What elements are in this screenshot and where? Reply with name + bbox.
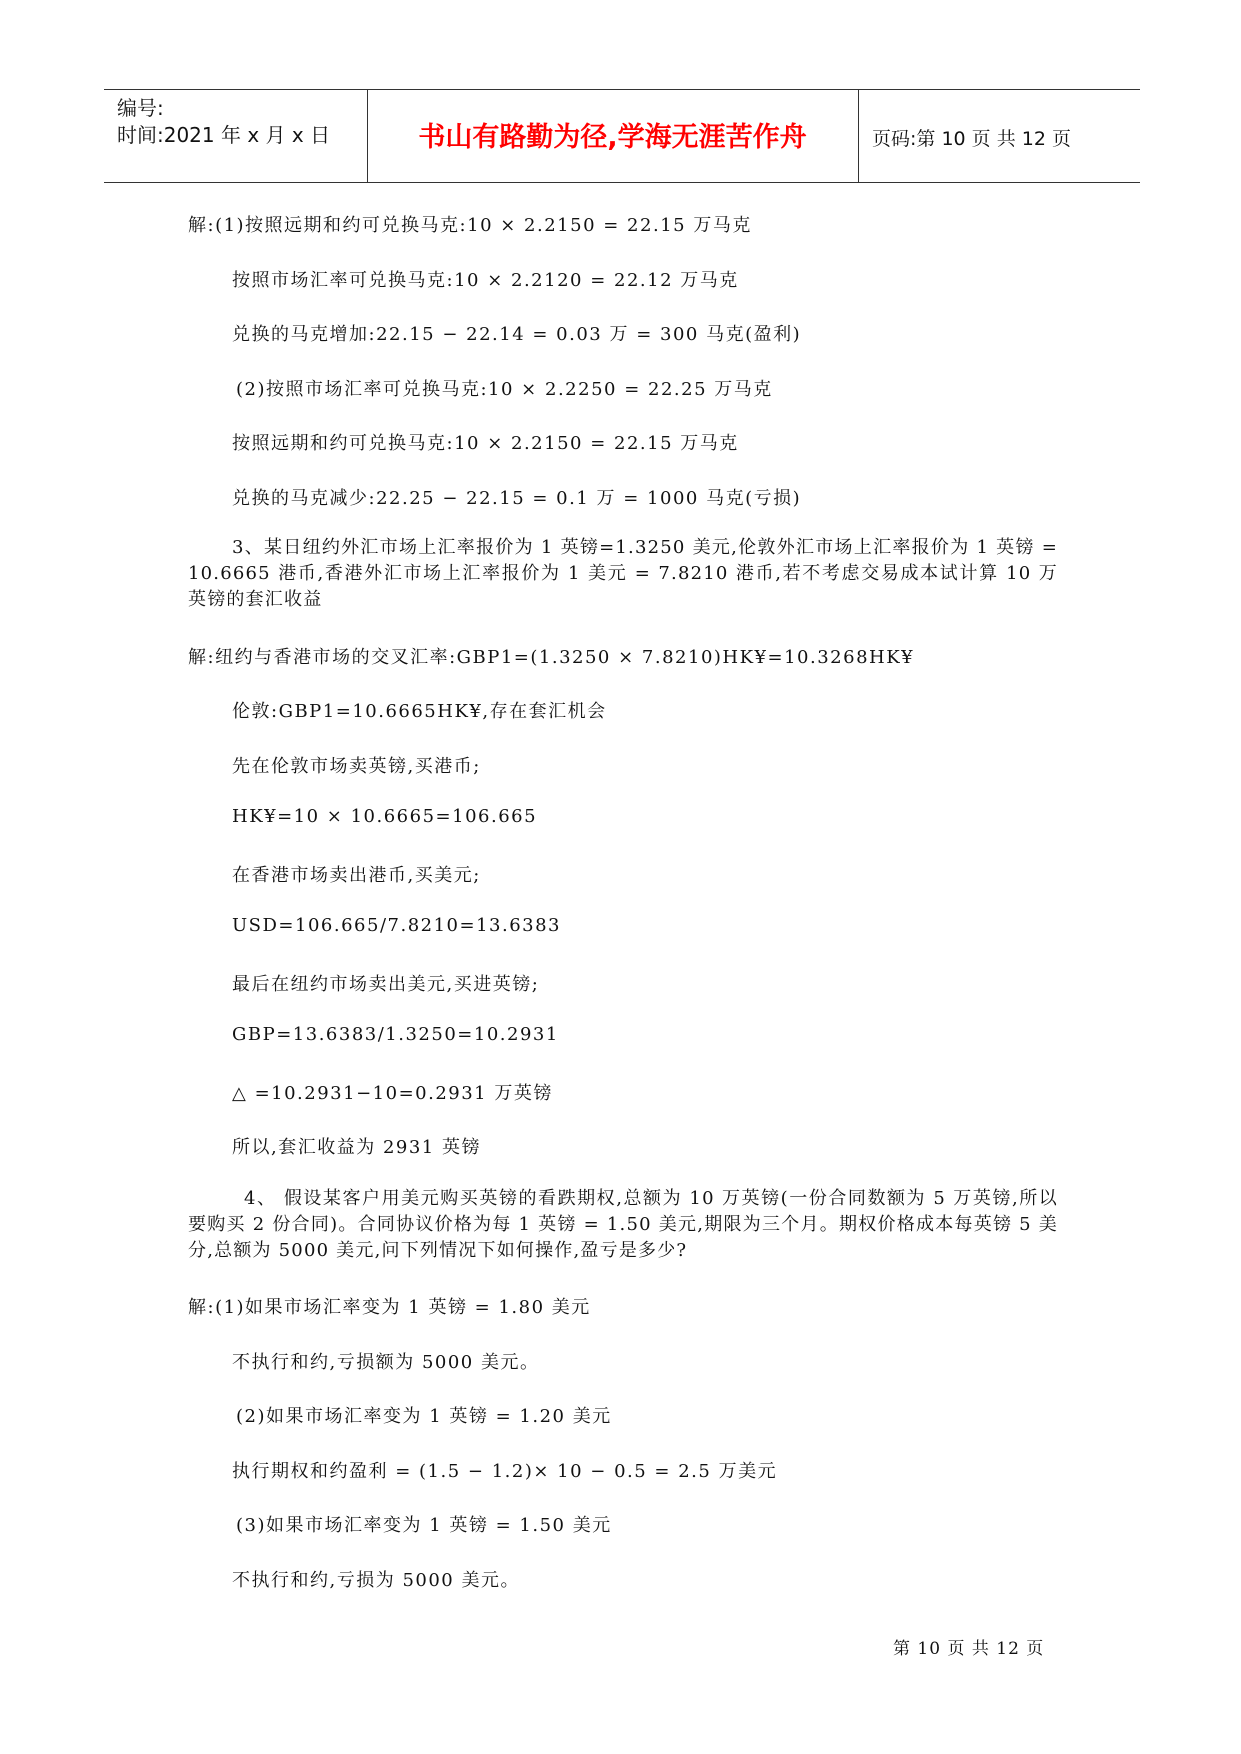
solution-line: 按照市场汇率可兑换马克:10 × 2.2120 = 22.12 万马克 [232, 270, 739, 291]
solution-line: 所以,套汇收益为 2931 英镑 [232, 1137, 481, 1158]
question-3: 3、某日纽约外汇市场上汇率报价为 1 英镑=1.3250 美元,伦敦外汇市场上汇率报价为 1 英镑 = 10.6665 港币,香港外汇市场上汇率报价为 1 美元 = 7.8210 港币,若不考虑交易成本试计算 10 万英镑的套汇收益 [188, 537, 1058, 610]
header-top-rule [104, 89, 1140, 90]
solution-line: 按照远期和约可兑换马克:10 × 2.2150 = 22.15 万马克 [232, 433, 739, 454]
solution-line: 执行期权和约盈利 = (1.5 − 1.2)× 10 − 0.5 = 2.5 万美元 [232, 1461, 778, 1482]
solution-line: GBP=13.6383/1.3250=10.2931 [232, 1024, 559, 1045]
solution-line: 解:(1)如果市场汇率变为 1 英镑 = 1.80 美元 [188, 1297, 591, 1318]
solution-line: 兑换的马克减少:22.25 − 22.15 = 0.1 万 = 1000 马克(亏损) [232, 488, 802, 509]
header-motto: 书山有路勤为径,学海无涯苦作舟 [418, 122, 807, 153]
header-page-label: 页码:第 10 页 共 12 页 [872, 128, 1071, 150]
solution-line: (2)按照市场汇率可兑换马克:10 × 2.2250 = 22.25 万马克 [236, 379, 773, 400]
header-divider-right [858, 89, 859, 182]
solution-line: (3)如果市场汇率变为 1 英镑 = 1.50 美元 [236, 1515, 612, 1536]
solution-line: 先在伦敦市场卖英镑,买港币; [232, 756, 481, 777]
solution-line: 解:(1)按照远期和约可兑换马克:10 × 2.2150 = 22.15 万马克 [188, 215, 752, 236]
solution-line: 在香港市场卖出港币,买美元; [232, 865, 481, 886]
question-4: 4、 假设某客户用美元购买英镑的看跌期权,总额为 10 万英镑(一份合同数额为 5 万英镑,所以要购买 2 份合同)。合同协议价格为每 1 英镑 = 1.50 美元,期限为三个月。期权价格成本每英镑 5 美分,总额为 5000 美元,问下列情况下如何操作,盈亏是多少? [188, 1188, 1058, 1261]
solution-line: 兑换的马克增加:22.15 − 22.14 = 0.03 万 = 300 马克(盈利) [232, 324, 802, 345]
solution-line: HK¥=10 × 10.6665=106.665 [232, 806, 538, 827]
solution-line: (2)如果市场汇率变为 1 英镑 = 1.20 美元 [236, 1406, 612, 1427]
solution-line: 最后在纽约市场卖出美元,买进英镑; [232, 974, 540, 995]
solution-line: USD=106.665/7.8210=13.6383 [232, 915, 562, 936]
solution-line: 不执行和约,亏损额为 5000 美元。 [232, 1352, 540, 1373]
header-divider-left [367, 89, 368, 182]
solution-line: △ =10.2931−10=0.2931 万英镑 [232, 1083, 553, 1104]
footer-page-number: 第 10 页 共 12 页 [893, 1639, 1045, 1659]
solution-line: 不执行和约,亏损为 5000 美元。 [232, 1570, 520, 1591]
solution-line: 解:纽约与香港市场的交叉汇率:GBP1=(1.3250 × 7.8210)HK¥=10.3268HK¥ [188, 647, 915, 668]
header-meta [117, 95, 330, 149]
solution-line: 伦敦:GBP1=10.6665HK¥,存在套汇机会 [232, 701, 607, 722]
header-bottom-rule [104, 182, 1140, 183]
header-time-label: 时间:2021 年 x 月 x 日 [117, 123, 331, 147]
header-number-label: 编号: [117, 96, 164, 120]
